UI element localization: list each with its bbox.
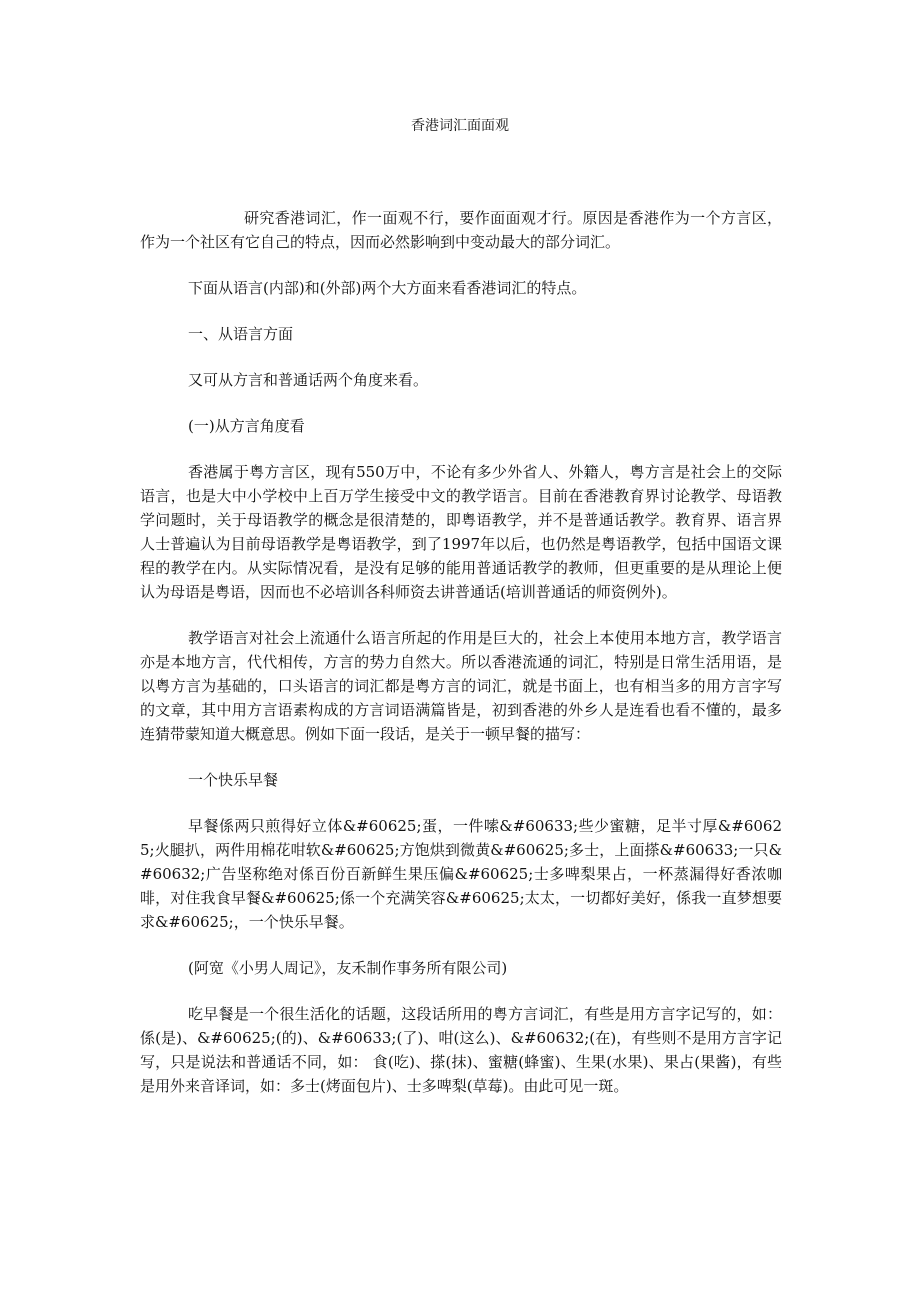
paragraph-analysis: 吃早餐是一个很生活化的话题，这段话所用的粤方言词汇，有些是用方言字记写的，如：係(是)、&#60625;(的)、&#60633;(了)、咁(这么)、&#60632;(在)，有些则不是用方言字记写，只是说法和普通话不同，如： 食(吃)、搽(抹)、蜜糖(蜂蜜)、生果(水果)、果占(果酱)，有些是用外来音译词，如：多士(烤面包片)、士多啤梨(草莓)。由此可见一斑。 [140,1005,782,1095]
paragraph-intro: 研究香港词汇，作一面观不行，要作面面观才行。原因是香港作为一个方言区，作为一个社区有它自己的特点，因而必然影响到中变动最大的部分词汇。 [140,209,782,251]
paragraph-angles: 又可从方言和普通话两个角度来看。 [188,371,429,389]
section-heading-language: 一、从语言方面 [188,325,294,343]
document-body [140,206,782,1120]
document-title: 香港词汇面面观 [411,118,509,134]
subsection-heading-dialect: (一)从方言角度看 [188,417,305,435]
example-passage: 早餐係两只煎得好立体&#60625;蛋，一件嗦&#60633;些少蜜糖，足半寸厚&#60625;火腿扒，两件用棉花咁软&#60625;方饱烘到微黄&#60625;多士，上面搽&#60633;一只&#60632;广告坚称绝对係百份百新鲜生果压偏&#60625;士多啤梨果占，一杯蒸漏得好香浓咖啡，对住我食早餐&#60625;係一个充满笑容&#60625;太太，一切都好美好，係我一直梦想要求&#60625;，一个快乐早餐。 [140,817,782,931]
paragraph-teaching-language: 教学语言对社会上流通什么语言所起的作用是巨大的，社会上本使用本地方言，教学语言亦是本地方言，代代相传，方言的势力自然大。所以香港流通的词汇，特别是日常生活用语，是以粤方言为基础的，口头语言的词汇都是粤方言的词汇，就是书面上，也有相当多的用方言字写的文章，其中用方言语素构成的方言词语满篇皆是，初到香港的外乡人是连看也看不懂的，最多连猜带蒙知道大概意思。例如下面一段话，是关于一顿早餐的描写： [140,629,782,743]
paragraph-cantonese-region: 香港属于粤方言区，现有550万中，不论有多少外省人、外籍人，粤方言是社会上的交际语言，也是大中小学校中上百万学生接受中文的教学语言。目前在香港教育界讨论教学、母语教学问题时，关于母语教学的概念是很清楚的，即粤语教学，并不是普通话教学。教育界、语言界人士普遍认为目前母语教学是粤语教学，到了1997年以后，也仍然是粤语教学，包括中国语文课程的教学在内。从实际情况看，是没有足够的能用普通话教学的教师，但更重要的是从理论上便认为母语是粤语，因而也不必培训各科师资去讲普通话(培训普通话的师资例外)。 [140,463,782,601]
paragraph-overview: 下面从语言(内部)和(外部)两个大方面来看香港词汇的特点。 [188,279,587,297]
example-title: 一个快乐早餐 [188,771,279,789]
example-source: (阿宽《小男人周记》，友禾制作事务所有限公司) [188,959,508,977]
